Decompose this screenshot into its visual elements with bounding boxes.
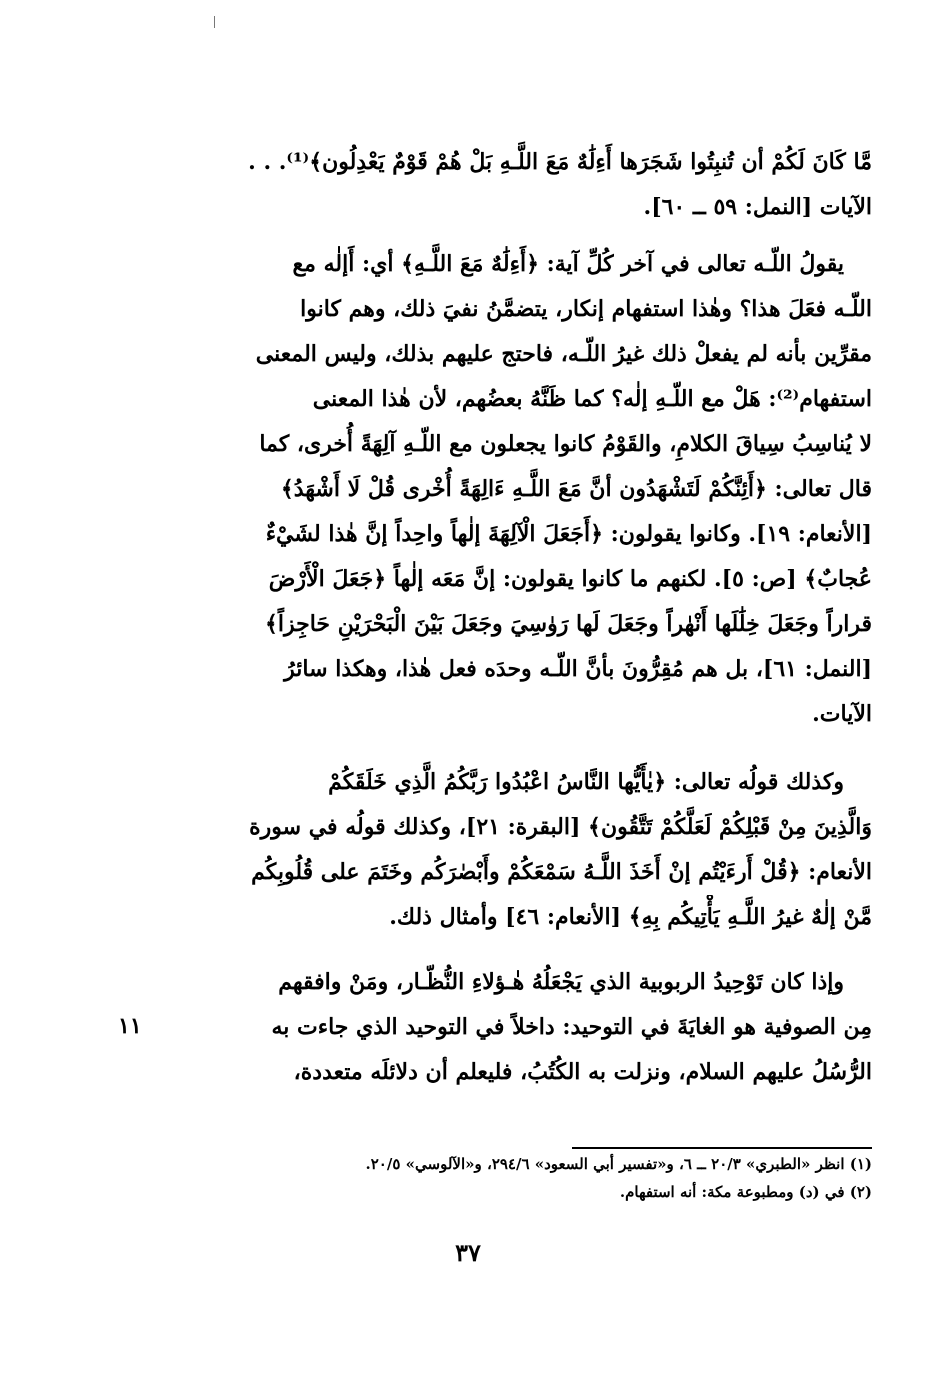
text-line: قراراً وجَعَلَ خِلَٰلَها أَنْهٰراً وجَعَلَ لَها رَوٰسِيَ وجَعَلَ بَيْنَ الْبَحْرَيْنِ حَاجِزاً﴾ [264,611,872,637]
text-line: لا يُناسِبُ سِياقَ الكلامِ، والقَوْمُ كانوا يجعلون مع اللّـهِ آلِهَةً أُخرى، كما [259,431,872,457]
text-line: قال تعالى: ﴿أَئِنَّكُمْ لَتَشْهَدُون أنَّ مَعَ اللَّـهِ ءَالِهَةً أُخْرى قُلْ لَا أَشْهَدُ﴾ [280,476,872,502]
paragraph-3 [150,760,872,940]
text-line: عُجابٌ﴾ [ص: ٥]. لكنهم ما كانوا يقولون: إنَّ مَعَه إلٰهاً ﴿جَعَلَ الْأَرْضَ [268,566,872,592]
paragraph-1 [150,140,872,230]
text-line: اللّـه فعَلَ هذا؟ وهٰذا استفهام إنكار، يتضمَّنُ نفيَ ذلك، وهم كانوا [300,296,872,322]
footnotes [150,1150,872,1206]
text-line: مَّنْ إلٰهٌ غيرُ اللَّـهِ يَأْتِيكُم بِهِ﴾ [الأنعام: ٤٦] وأمثال ذلك. [389,904,872,930]
text-line: مَّا كَانَ لَكُمْ أن تُنبِتُوا شَجَرَها أَءِلَٰهٌ مَعَ اللَّـهِ بَلْ هُمْ قَوْمٌ يَعْدِلُون﴾⁽¹⁾. . . [248,149,872,175]
page-number: ٣٧ [455,1238,481,1267]
text-line: وإذا كان تَوْحِيدُ الربوبية الذي يَجْعَلُهُ هٰـؤلاءِ النُّظّـار، ومَنْ وافقهم [278,969,844,995]
text-line: [الأنعام: ١٩]. وكانوا يقولون: ﴿أَجَعَلَ الْآلِهَةَ إلٰهاً واحِداً إنَّ هٰذا لشَيْءٌ [265,521,872,547]
text-line: مقرِّين بأنه لم يفعلْ ذلك غيرُ اللّـه، فاحتج عليهم بذلك، وليس المعنى [255,341,872,367]
text-line: استفهام⁽²⁾: هَلْ مع اللّـهِ إلٰه؟ كما ظَنَّهُ بعضُهم، لأن هٰذا المعنى [312,386,872,412]
scan-mark [214,16,215,28]
text-line: مِن الصوفية هو الغايَةَ في التوحيد: داخلاً في التوحيد الذي جاءت به [271,1014,872,1040]
paragraph-4 [150,960,872,1095]
text-line: وكذلك قولُه تعالى: ﴿يٰأَيُّها النَّاسُ اعْبُدُوا رَبَّكُمُ الَّذِي خَلَقَكُمْ [328,769,844,795]
text-line: وَالَّذِينَ مِنْ قَبْلِكُمْ لَعَلَّكُمْ تَتَّقُون﴾ [البقرة: ٢١]، وكذلك قولُه في سورة [249,814,872,840]
text-line: [النمل: ٦١]، بل هم مُقِرُّونَ بأنَّ اللّـه وحدَه فعل هٰذا، وهكذا سائرُ [284,656,872,682]
footnote-2: (٢) في (د) ومطبوعة مكة: أنه استفهام. [619,1183,872,1201]
text-line: يقولُ اللّـه تعالى في آخر كُلِّ آية: ﴿أَءِلَٰهٌ مَعَ اللَّـهِ﴾ أي: أَإلٰه مع [292,251,844,277]
footnote-1: (١) انظر «الطبري» ٢٠/٣ ــ ٦، و«تفسير أبي السعود» ٢٩٤/٦، و«الآلوسي» ٢٠/٥. [365,1155,872,1173]
text-line: الآيات [النمل: ٥٩ ــ ٦٠]. [643,194,872,220]
text-line: الرُّسُلُ عليهم السلام، ونزلت به الكُتُبُ، فليعلم أن دلائلَه متعددة، [293,1059,872,1085]
paragraph-2 [150,242,872,737]
margin-number: ١١ [118,1013,142,1039]
text-line: الآيات. [812,701,872,727]
text-line: الأنعام: ﴿قُلْ أَرءَيْتُم إنْ أَخَذَ اللَّـهُ سَمْعَكُمْ وأَبْصٰرَكُم وخَتَمَ على قُلُوبِكُم [251,859,872,885]
footnote-divider [572,1147,872,1149]
